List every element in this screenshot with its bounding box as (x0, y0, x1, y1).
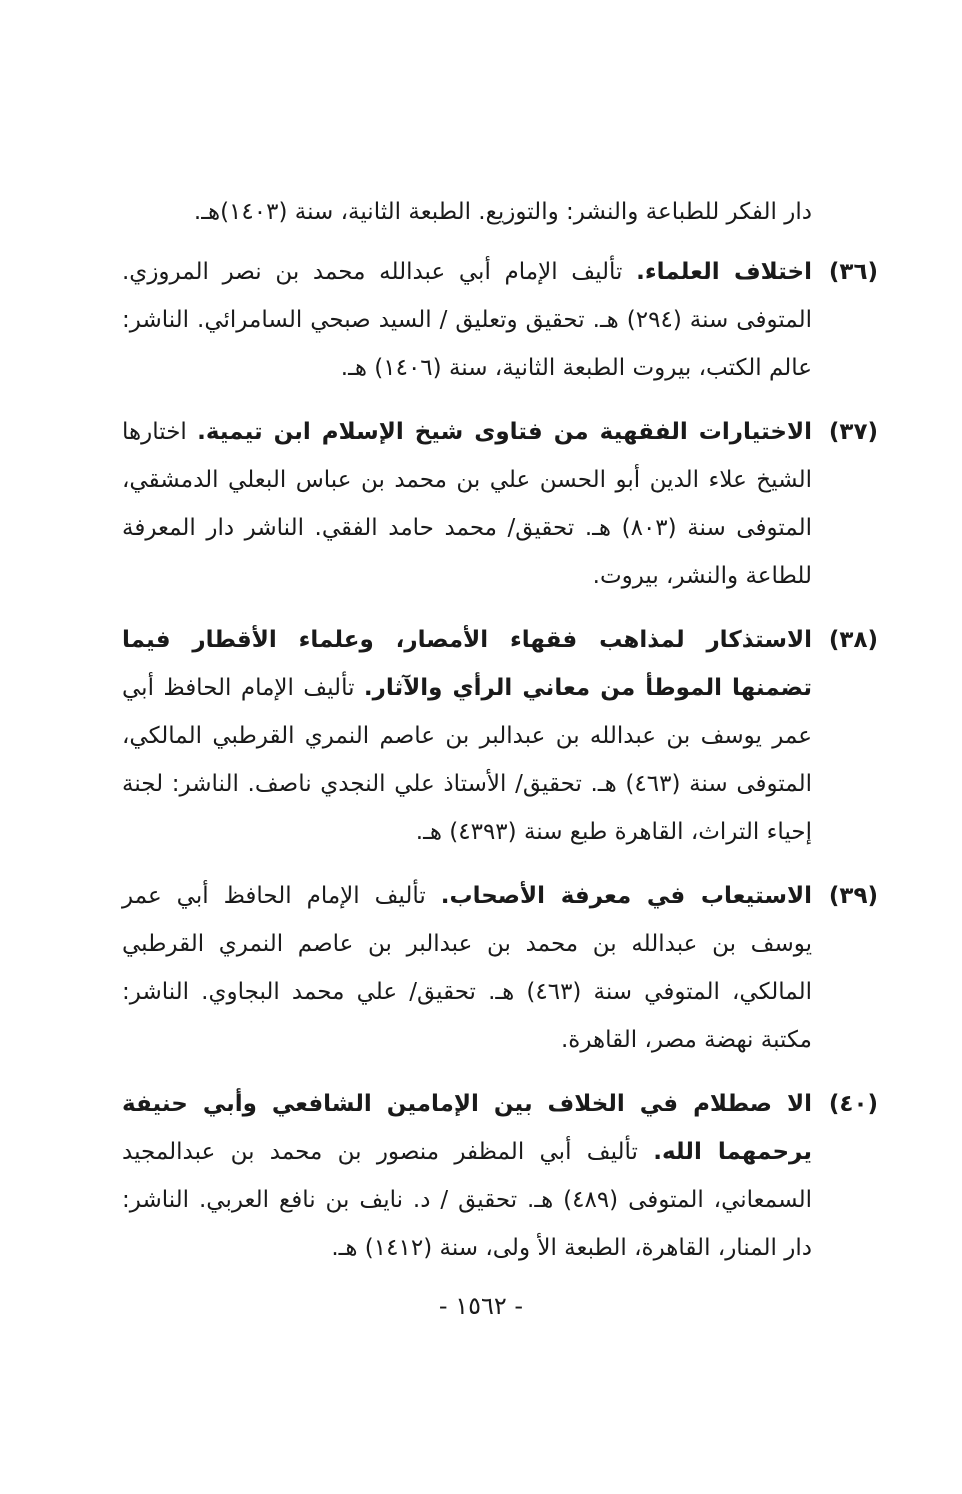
entry-number: (٣٨) (828, 627, 878, 653)
continuation-line: دار الفكر للطباعة والنشر: والتوزيع. الطبعة الثانية، سنة (١٤٠٣)هـ. (193, 199, 812, 225)
entry-title: اختلاف العلماء. (636, 259, 812, 285)
entry-body: تأليف الإمام أبي عبدالله محمد بن نصر المروزي. المتوفى سنة (٢٩٤) هـ. تحقيق وتعليق / السيد صبحي السامرائي. الناشر: عالم الكتب، بيروت الطبعة الثانية، سنة (١٤٠٦) هـ. (122, 259, 812, 381)
bibliography-text (122, 188, 878, 1288)
entry-number: (٤٠) (828, 1091, 878, 1117)
entry-number: (٣٧) (828, 419, 878, 445)
bibliography-entry-40 (122, 1080, 878, 1272)
entry-body: اختارها الشيخ علاء الدين أبو الحسن علي بن محمد بن عباس البعلي الدمشقي، المتوفى سنة (٨٠٣) هـ. تحقيق/ محمد حامد الفقي. الناشر دار المعرفة للطاعة والنشر، بيروت. (122, 419, 812, 589)
entry-title: الاستذكار لمذاهب فقهاء الأمصار، وعلماء الأقطار فيما تضمنها الموطأ من معاني الرأي والآثار. (122, 627, 812, 701)
bibliography-entry-39 (122, 872, 878, 1064)
entry-title: الاختيارات الفقهية من فتاوى شيخ الإسلام ابن تيمية. (197, 419, 812, 445)
bibliography-entry-36 (122, 248, 878, 392)
entry-title: الا صطلام في الخلاف بين الإمامين الشافعي وأبي حنيفة يرحمهما الله. (122, 1091, 812, 1165)
bibliography-entry-37 (122, 408, 878, 600)
entry-title: الاستيعاب في معرفة الأصحاب. (440, 883, 812, 909)
entry-body: تأليف الإمام الحافظ أبي عمر يوسف بن عبدالله بن محمد بن عبدالبر بن عاصم النمري القرطبي المالكي، المتوفي سنة (٤٦٣) هـ. تحقيق/ علي محمد البجاوي. الناشر: مكتبة نهضة مصر، القاهرة. (122, 883, 812, 1053)
entry-number: (٣٩) (828, 883, 878, 909)
entry-number: (٣٦) (828, 259, 878, 285)
bibliography-entry-38 (122, 616, 878, 856)
entry-body: تأليف أبي المظفر منصور بن محمد بن عبدالمجيد السمعاني، المتوفى (٤٨٩) هـ. تحقيق / د. نايف بن نافع العربي. الناشر: دار المنار، القاهرة، الطبعة الأ ولى، سنة (١٤١٢) هـ. (122, 1139, 812, 1261)
page-number: - ١٥٦٢ - (438, 1292, 524, 1320)
entry-body: تأليف الإمام الحافظ أبي عمر يوسف بن عبدالله بن عبدالبر بن عاصم النمري القرطبي المالكي، المتوفى سنة (٤٦٣) هـ. تحقيق/ الأستاذ علي النجدي ناصف. الناشر: لجنة إحياء التراث، القاهرة طبع سنة (٤٣٩٣) هـ. (122, 675, 813, 845)
